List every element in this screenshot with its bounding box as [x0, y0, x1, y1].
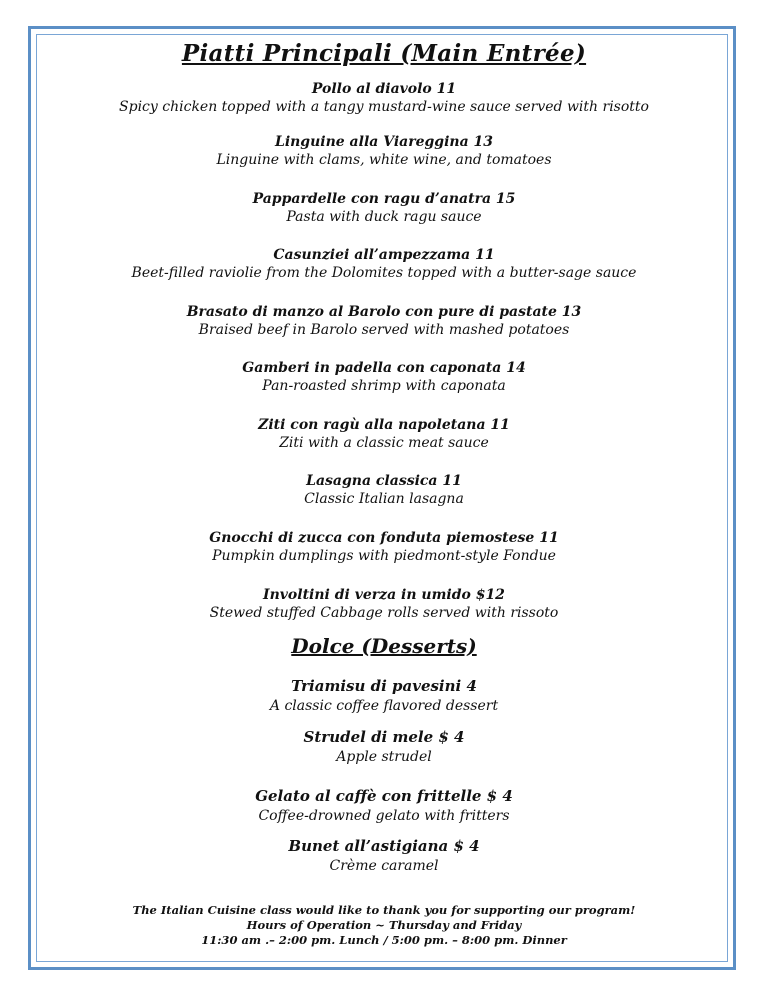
dessert-description: Coffee-drowned gelato with fritters [258, 808, 510, 824]
dessert-name: Triamisu di pavesini 4 [291, 677, 477, 695]
dessert-description: Crème caramel [329, 858, 439, 874]
dish-description: Pasta with duck ragu sauce [286, 209, 482, 225]
dessert-item [0, 836, 768, 876]
footer-hours-title: Hours of Operation ~ Thursday and Friday [246, 918, 522, 932]
dessert-name: Gelato al caffè con frittelle $ 4 [255, 787, 513, 805]
dish-name: Pappardelle con ragu d’anatra 15 [252, 191, 516, 207]
menu-item [0, 133, 768, 169]
dish-description: Pan-roasted shrimp with caponata [262, 378, 506, 394]
dessert-name: Bunet all’astigiana $ 4 [288, 837, 480, 855]
dish-description: Braised beef in Barolo served with mashed potatoes [198, 322, 570, 338]
dish-description: Classic Italian lasagna [304, 491, 464, 507]
menu-item [0, 246, 768, 282]
dish-name: Ziti con ragù alla napoletana 11 [258, 417, 510, 433]
dish-description: Linguine with clams, white wine, and tomatoes [216, 152, 552, 168]
dessert-item [0, 727, 768, 767]
desserts-heading: Dolce (Desserts) [291, 634, 477, 658]
menu-item [0, 303, 768, 339]
dish-name: Pollo al diavolo 11 [311, 81, 457, 97]
dessert-name: Strudel di mele $ 4 [303, 728, 465, 746]
dish-description: Stewed stuffed Cabbage rolls served with rissoto [209, 605, 559, 621]
menu-item [0, 190, 768, 226]
footer [0, 903, 768, 948]
dish-name: Lasagna classica 11 [306, 473, 462, 489]
footer-thanks: The Italian Cuisine class would like to thank you for supporting our program! [132, 903, 636, 917]
menu-title: Piatti Principali (Main Entrée) [181, 40, 587, 67]
dish-description: Pumpkin dumplings with piedmont-style Fondue [212, 548, 556, 564]
dessert-item [0, 786, 768, 826]
menu-item [0, 359, 768, 395]
menu-item [0, 472, 768, 508]
dish-description: Spicy chicken topped with a tangy mustard-wine sauce served with risotto [119, 99, 649, 115]
dish-description: Beet-filled raviolie from the Dolomites topped with a butter-sage sauce [131, 265, 637, 281]
dish-name: Involtini di verza in umido $12 [263, 587, 505, 603]
menu-item [0, 586, 768, 622]
menu-item [0, 529, 768, 565]
dessert-description: Apple strudel [336, 749, 432, 765]
dessert-item [0, 676, 768, 716]
dish-name: Brasato di manzo al Barolo con pure di pastate 13 [186, 304, 582, 320]
menu-item [0, 416, 768, 452]
dessert-description: A classic coffee flavored dessert [269, 698, 499, 714]
dish-name: Linguine alla Viareggina 13 [274, 134, 494, 150]
dish-description: Ziti with a classic meat sauce [279, 435, 489, 451]
dish-name: Gamberi in padella con caponata 14 [242, 360, 526, 376]
dish-name: Casunziei all’ampezzama 11 [273, 247, 495, 263]
dish-name: Gnocchi di zucca con fonduta piemostese 11 [209, 530, 559, 546]
footer-hours: 11:30 am .– 2:00 pm. Lunch / 5:00 pm. – 8:00 pm. Dinner [201, 933, 567, 947]
menu-item [0, 80, 768, 116]
